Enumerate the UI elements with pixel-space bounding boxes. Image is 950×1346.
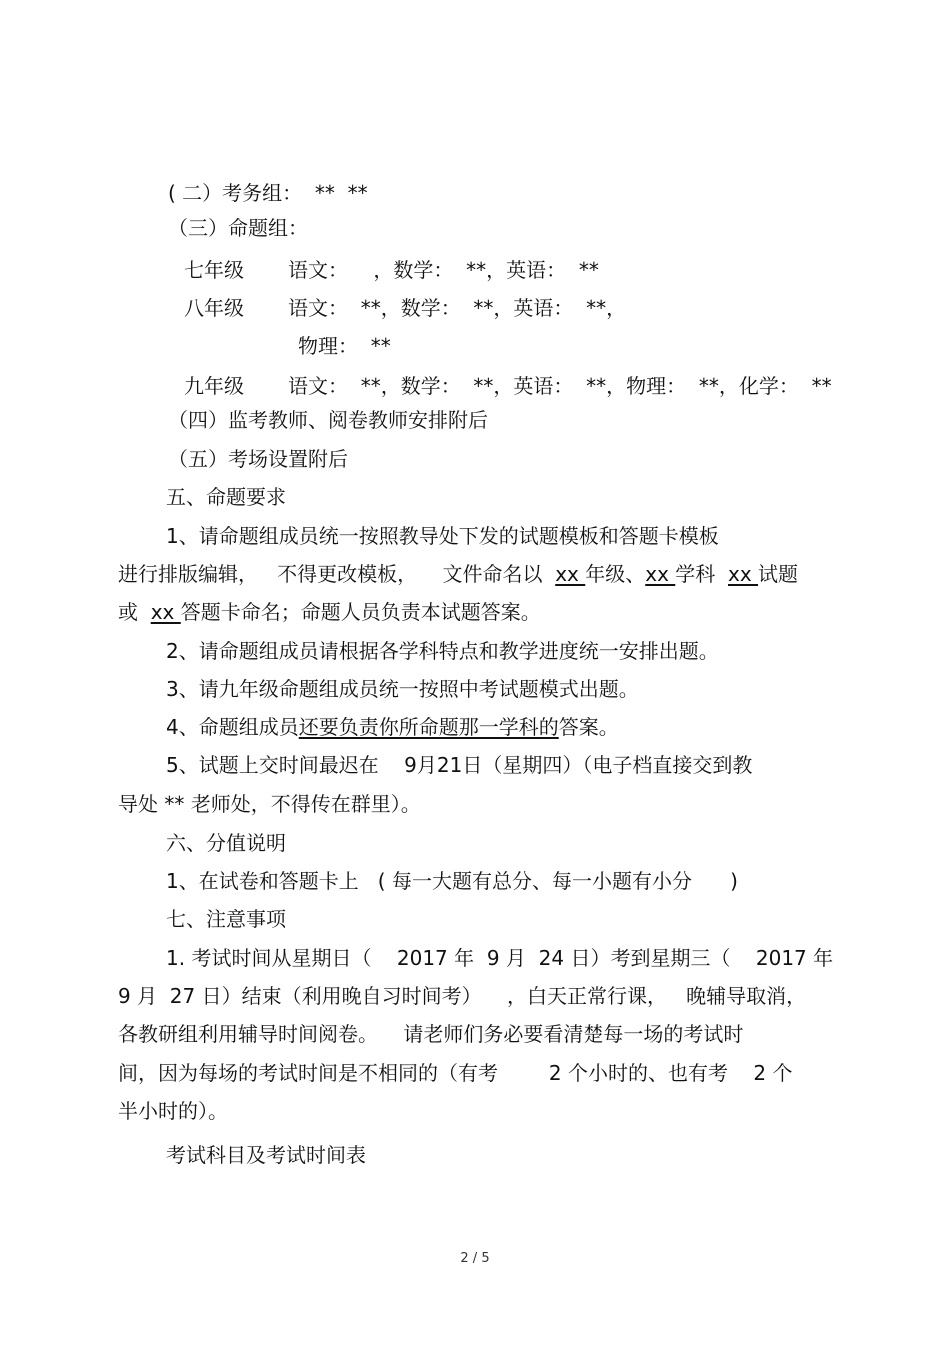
req5-line2: 导处 ** 老师处，不得传在群里）。 (118, 792, 421, 816)
item-five: （五）考场设置附后 (168, 447, 348, 471)
note1-line1: 1. 考试时间从星期日（ 2017 年 9 月 24 日）考到星期三（ 2017 年 (166, 946, 834, 970)
req1-line3 (118, 600, 541, 624)
grade9-subjects: 语文： **，数学： **，英语： **，物理： **，化学： ** (288, 374, 832, 398)
req1-text-d: 试题 (758, 562, 799, 586)
req5-line1: 5、试题上交时间最迟在 9月21日（星期四）（电子档直接交到教 (166, 753, 753, 777)
score-note-1: 1、在试卷和答题卡上 ( 每一大题有总分、每一小题有小分 ) (166, 869, 738, 893)
note1-line5: 半小时的）。 (118, 1099, 228, 1123)
section-five-heading: 五、命题要求 (166, 485, 286, 509)
item-four: （四）监考教师、阅卷教师安排附后 (168, 408, 488, 432)
req1-text-a: 进行排版编辑， 不得更改模板， 文件命名以 (118, 562, 556, 586)
grade9-label: 九年级 (184, 374, 244, 398)
req1-text-c: 学科 (675, 562, 728, 586)
grade8-subjects: 语文： **，数学： **，英语： **， (288, 296, 627, 320)
grade8-label: 八年级 (184, 296, 244, 320)
section-six-heading: 六、分值说明 (166, 831, 286, 855)
req1-underline-paper: xx (728, 562, 759, 586)
mingti-group-title: （三）命题组： (168, 216, 308, 240)
req3: 3、请九年级命题组成员统一按照中考试题模式出题。 (166, 677, 639, 701)
req1-line2 (118, 562, 798, 586)
note1-line4: 间，因为每场的考试时间是不相同的（有考 2 个小时的、也有考 2 个 (118, 1061, 793, 1085)
req1-text-b: 年级、 (585, 562, 646, 586)
note1-line3: 各教研组利用辅导时间阅卷。 请老师们务必要看清楚每一场的考试时 (118, 1022, 744, 1046)
req1-underline-subject: xx (645, 562, 676, 586)
req1-underline-grade: xx (555, 562, 586, 586)
grade7-subjects: 语文： ，数学： **，英语： ** (288, 258, 599, 282)
grade8-physics: 物理： ** (298, 334, 391, 358)
schedule-table-title: 考试科目及考试时间表 (166, 1143, 366, 1167)
page-number: 2 / 5 (460, 1251, 490, 1266)
req2: 2、请命题组成员请根据各学科特点和教学进度统一安排出题。 (166, 639, 719, 663)
req1-underline-card: xx (150, 600, 181, 624)
req4-underline: 还要负责你所命题那一学科的 (298, 715, 559, 739)
section-seven-heading: 七、注意事项 (166, 907, 286, 931)
grade7-label: 七年级 (184, 258, 244, 282)
req1-line1: 1、请命题组成员统一按照教导处下发的试题模板和答题卡模板 (166, 524, 719, 548)
req4-text-b: 答案。 (558, 715, 619, 739)
req1-text-e: 或 (118, 600, 151, 624)
req4 (166, 715, 619, 739)
req4-text-a: 4、命题组成员 (166, 715, 299, 739)
req1-text-f: 答题卡命名；命题人员负责本试题答案。 (180, 600, 541, 624)
note1-line2: 9 月 27 日）结束（利用晚自习时间考） ，白天正常行课， 晚辅导取消， (118, 984, 807, 1008)
kaowu-group: ( 二）考务组： ** ** (168, 181, 368, 205)
